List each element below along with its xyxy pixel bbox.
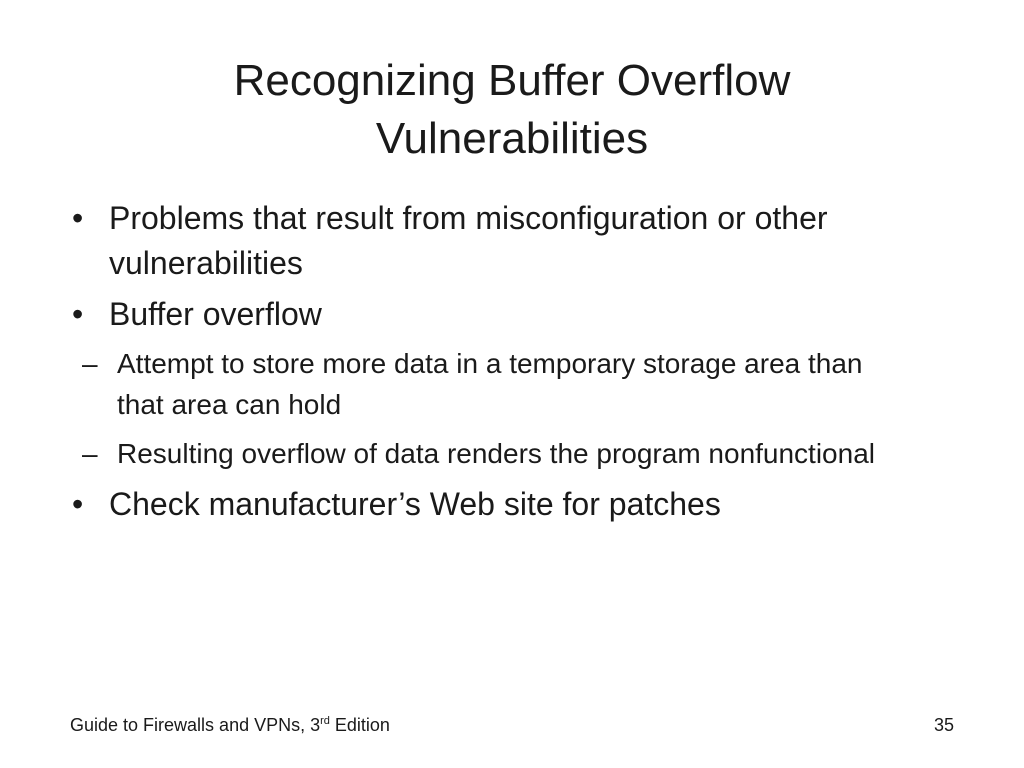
sub-bullet-text: Resulting overflow of data renders the program nonfunctional (117, 438, 875, 469)
sub-bullet-marker: – (82, 348, 98, 379)
footer-page-number: 35 (933, 715, 954, 735)
footer-book-title-suffix: Edition (329, 715, 390, 735)
sub-bullet-text: Attempt to store more data in a temporary storage area than that area can hold (117, 348, 863, 420)
slide-title (0, 52, 1024, 168)
bullet-text: Problems that result from misconfiguration or other vulnerabilities (109, 200, 828, 281)
bullet-item-problems (72, 196, 972, 286)
slide-title-line-1: Recognizing Buffer Overflow (233, 56, 791, 105)
sub-bullet-item-resulting (82, 433, 887, 474)
sub-bullet-list (82, 343, 972, 474)
slide-title-line-2: Vulnerabilities (375, 114, 649, 163)
sub-bullet-marker: – (82, 438, 98, 469)
bullet-text: Buffer overflow (109, 296, 322, 332)
bullet-text: Check manufacturer’s Web site for patches (109, 486, 721, 522)
sub-bullet-group (72, 343, 972, 474)
footer-book-title (70, 713, 390, 737)
sub-bullet-item-attempt (82, 343, 887, 425)
footer-book-title-prefix: Guide to Firewalls and VPNs, 3 (70, 715, 321, 735)
bullet-marker: • (72, 296, 84, 332)
bullet-item-buffer-overflow (72, 292, 972, 337)
bullet-item-check-manufacturer (72, 482, 972, 527)
bullet-marker: • (72, 200, 84, 236)
bullet-marker: • (72, 486, 84, 522)
bullet-list (72, 196, 972, 533)
footer-edition-superscript: rd (320, 715, 330, 727)
